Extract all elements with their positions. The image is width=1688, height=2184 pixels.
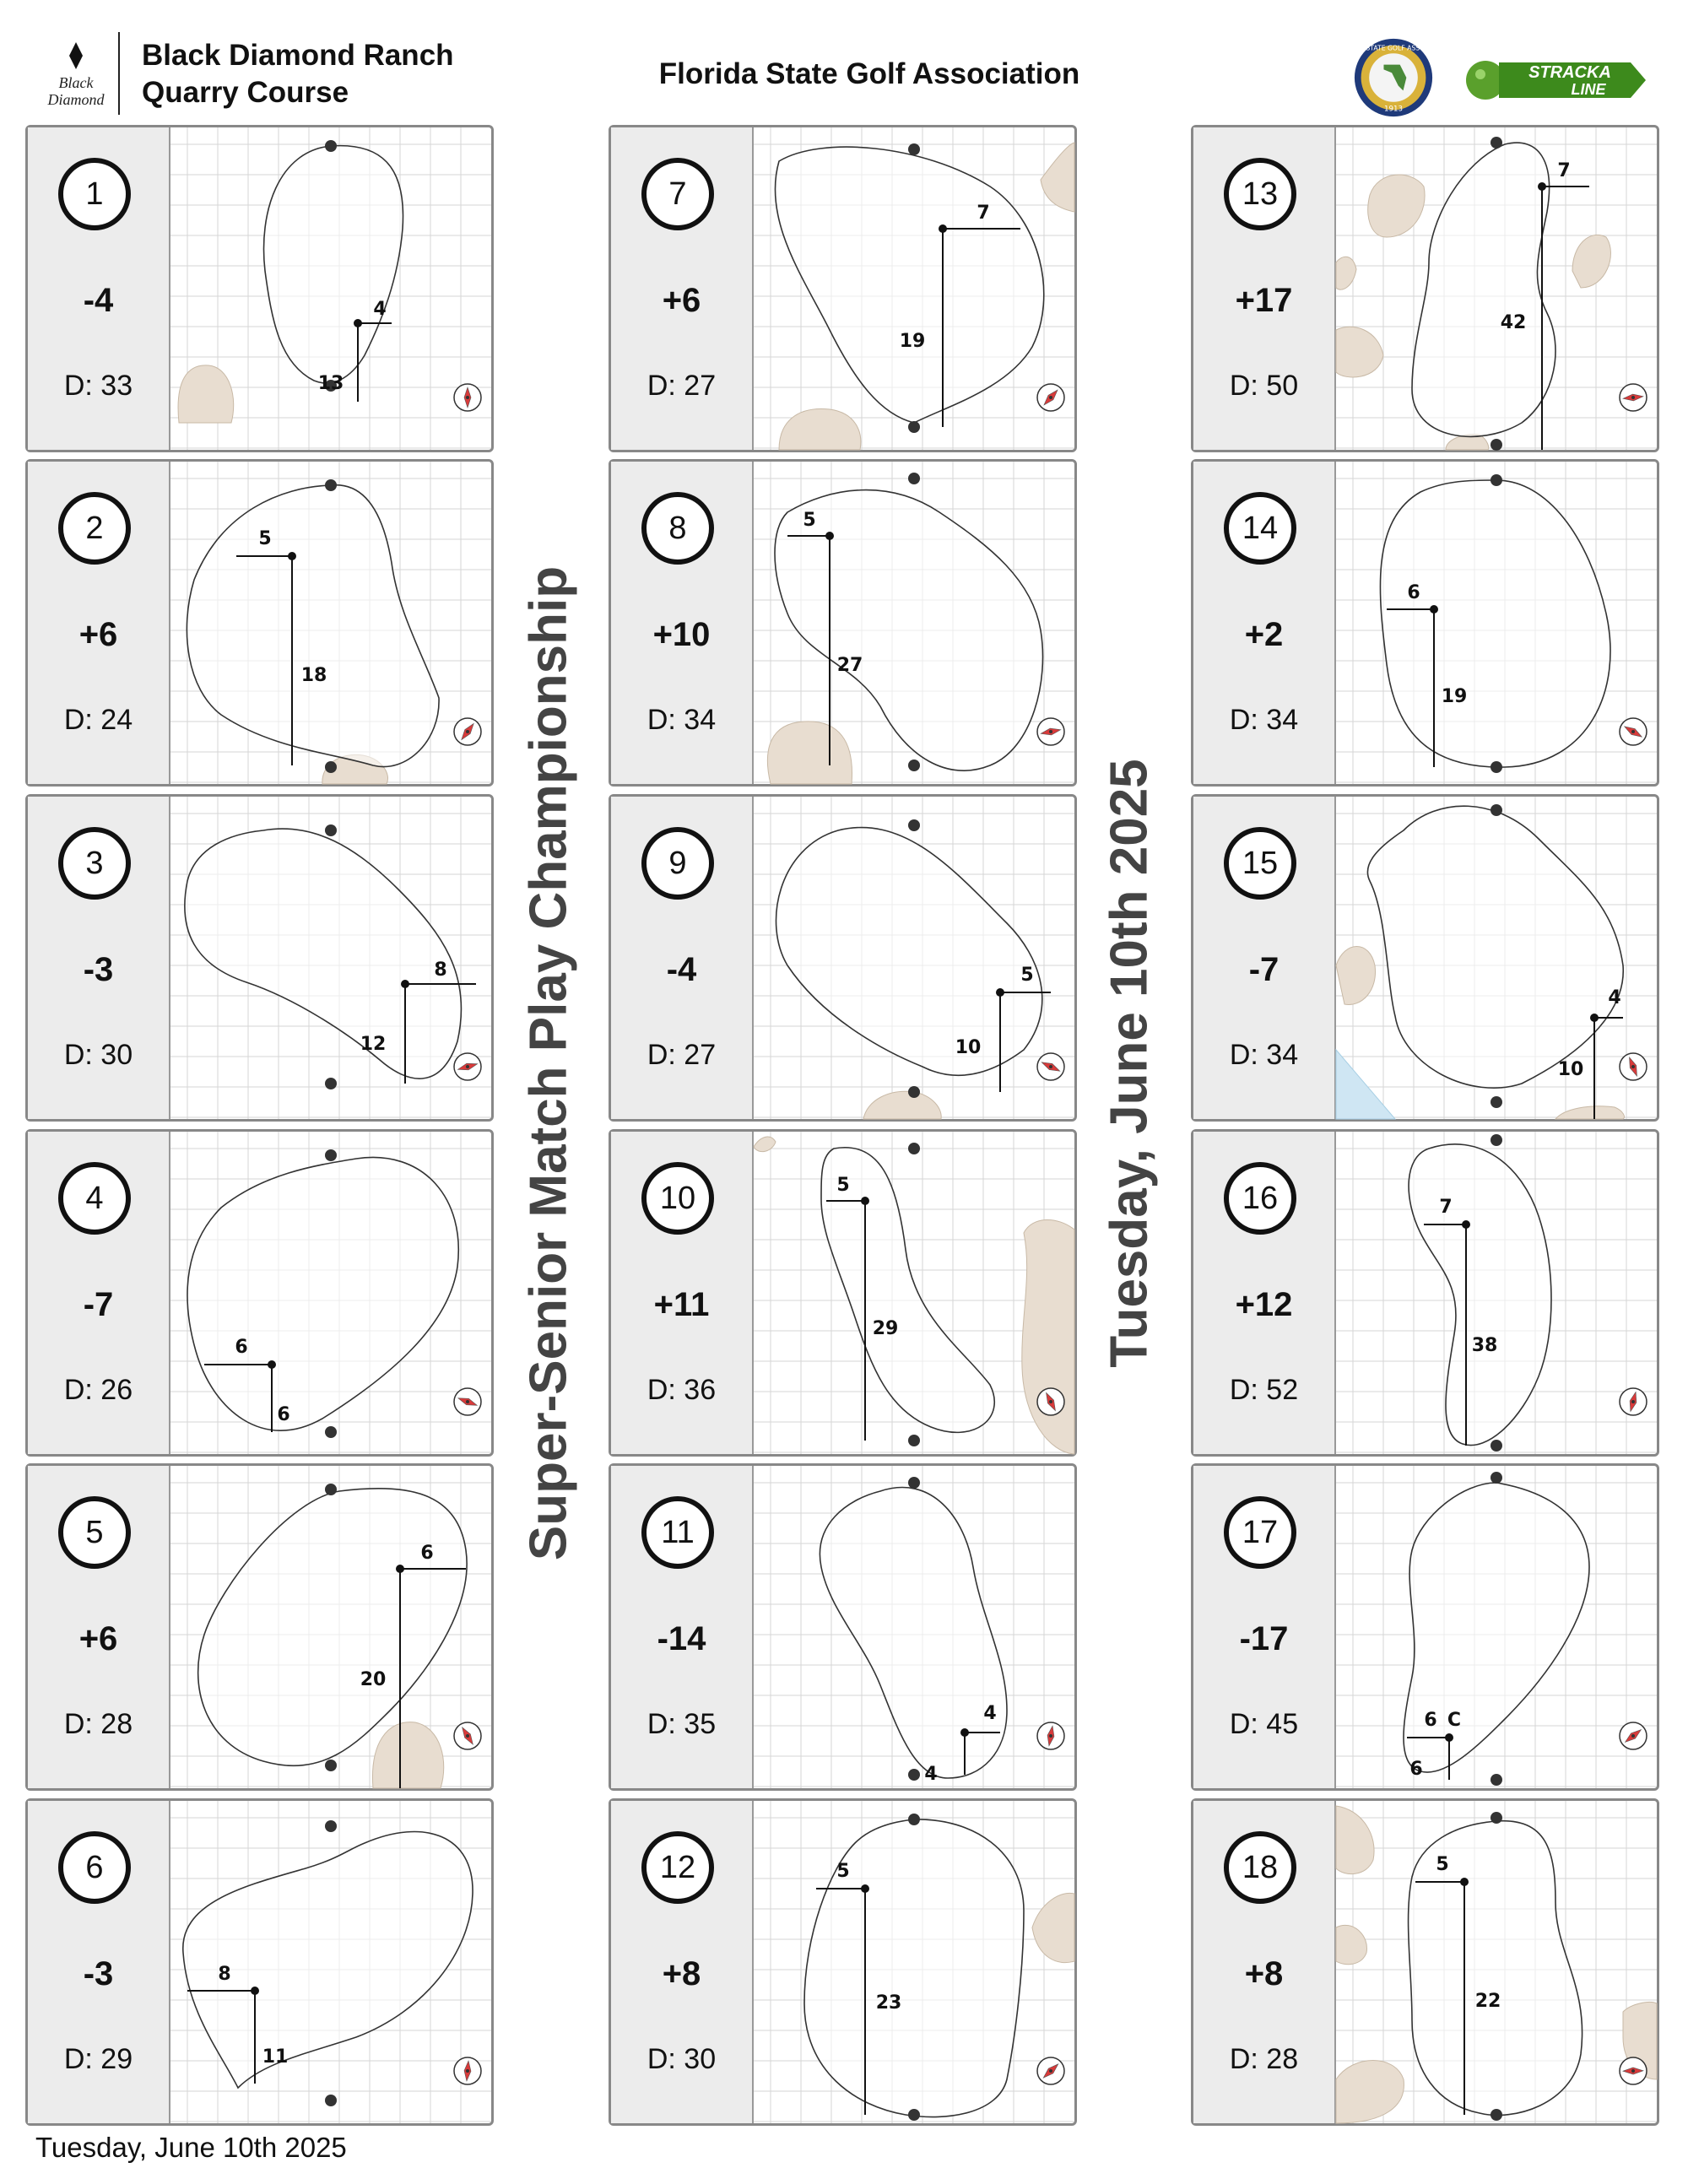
back-marker — [908, 473, 920, 484]
green-depth: D: 30 — [647, 2043, 717, 2075]
depth-distance-label: 19 — [1441, 686, 1468, 707]
pin-location — [1445, 1733, 1453, 1742]
front-marker — [1491, 2109, 1502, 2121]
green-depth: D: 50 — [1229, 370, 1299, 402]
pin-offset: +6 — [78, 616, 118, 653]
side-distance-label: 5 — [1020, 965, 1034, 986]
hole-card — [609, 459, 1077, 787]
hole-info-panel — [611, 127, 754, 450]
hole-info-panel — [28, 462, 170, 784]
green-diagram — [170, 1801, 491, 2123]
hole-number: 18 — [1224, 1831, 1296, 1904]
side-distance-label: 7 — [977, 203, 990, 224]
hole-info-panel — [1193, 1132, 1336, 1454]
side-distance-label: 5 — [836, 1861, 850, 1882]
green-diagram — [754, 1801, 1074, 2123]
hole-card — [25, 1129, 494, 1457]
side-distance-label: 5 — [836, 1175, 850, 1196]
green-diagram — [1336, 127, 1657, 450]
front-marker — [908, 760, 920, 771]
hole-card — [609, 794, 1077, 1122]
depth-distance-label: 6 — [1409, 1759, 1423, 1780]
green-outline — [820, 1488, 1007, 1778]
hole-card — [1191, 459, 1659, 787]
pin-location — [396, 1565, 404, 1573]
pin-location — [1430, 605, 1438, 614]
green-outline — [264, 146, 403, 383]
pin-location — [996, 988, 1004, 997]
green-depth: D: 26 — [63, 1374, 133, 1406]
green-depth: D: 45 — [1229, 1708, 1299, 1740]
back-marker — [908, 819, 920, 831]
compass-icon — [454, 2057, 481, 2084]
pin-offset: -4 — [83, 282, 114, 319]
pin-location — [354, 319, 362, 327]
green-diagram — [1336, 1132, 1657, 1454]
green-depth: D: 30 — [63, 1039, 133, 1071]
depth-distance-label: 27 — [836, 655, 863, 676]
pin-location — [1538, 182, 1546, 191]
side-distance-label: 6 — [1424, 1710, 1437, 1731]
compass-icon — [454, 1053, 481, 1080]
hole-number: 7 — [641, 158, 714, 230]
green-depth: D: 28 — [1229, 2043, 1299, 2075]
hole-number: 1 — [58, 158, 131, 230]
back-marker — [325, 1484, 337, 1495]
back-marker — [325, 140, 337, 152]
pin-offset: -7 — [83, 1286, 114, 1323]
green-outline — [776, 828, 1042, 1076]
pin-location — [1590, 1014, 1599, 1022]
compass-icon — [1037, 718, 1064, 745]
pin-offset: +17 — [1235, 282, 1293, 319]
green-diagram — [1336, 797, 1657, 1119]
green-diagram — [170, 1132, 491, 1454]
hole-info-panel — [1193, 797, 1336, 1119]
green-depth: D: 33 — [63, 370, 133, 402]
side-distance-label: 4 — [373, 299, 387, 320]
hole-card — [609, 1798, 1077, 2126]
side-distance-label: 5 — [803, 510, 816, 531]
hole-card — [25, 1463, 494, 1791]
compass-icon — [1620, 1722, 1647, 1749]
front-marker — [1491, 761, 1502, 773]
green-diagram — [1336, 1801, 1657, 2123]
front-marker — [325, 1078, 337, 1089]
course-name-line2: Quarry Course — [142, 76, 349, 109]
compass-icon — [1620, 1053, 1647, 1080]
hole-number: 3 — [58, 827, 131, 900]
back-marker — [908, 1477, 920, 1489]
header-divider — [118, 32, 120, 115]
fsga-logo-text: FLORIDA STATE GOLF ASSOCIATION — [1335, 44, 1452, 52]
pin-offset: -3 — [83, 1955, 114, 1992]
back-marker — [1491, 804, 1502, 816]
green-outline — [1409, 1144, 1551, 1446]
bunker — [754, 1137, 776, 1152]
bunker — [863, 1091, 941, 1119]
green-diagram — [170, 1466, 491, 1788]
pin-offset: +10 — [652, 616, 711, 653]
pin-offset: +11 — [653, 1286, 710, 1323]
hole-number: 9 — [641, 827, 714, 900]
hole-number: 5 — [58, 1496, 131, 1569]
back-marker — [1491, 1134, 1502, 1146]
compass-icon — [1620, 2057, 1647, 2084]
bunker — [1368, 175, 1425, 237]
front-marker — [325, 1760, 337, 1771]
depth-distance-label: 4 — [924, 1764, 938, 1785]
green-outline — [1412, 143, 1555, 436]
compass-icon — [454, 1388, 481, 1415]
depth-distance-label: 38 — [1471, 1335, 1498, 1356]
hole-card — [25, 1798, 494, 2126]
front-marker — [908, 1086, 920, 1098]
depth-distance-label: 10 — [955, 1037, 982, 1058]
side-distance-label: 5 — [258, 528, 272, 549]
hole-card — [1191, 125, 1659, 452]
hole-number: 17 — [1224, 1496, 1296, 1569]
side-distance-label: 5 — [1436, 1854, 1449, 1875]
bunker — [779, 408, 861, 450]
back-marker — [1491, 474, 1502, 486]
green-diagram — [170, 462, 491, 784]
bunker — [1336, 327, 1383, 377]
pin-location — [960, 1728, 969, 1737]
pin-location — [268, 1360, 276, 1369]
pin-location — [861, 1884, 869, 1893]
pin-location — [288, 552, 296, 560]
front-marker — [1491, 1440, 1502, 1451]
front-marker — [325, 761, 337, 773]
green-depth: D: 52 — [1229, 1374, 1299, 1406]
front-marker — [908, 421, 920, 433]
pin-location — [401, 980, 409, 988]
compass-icon — [454, 1722, 481, 1749]
compass-icon — [1620, 1388, 1647, 1415]
logo-text-line1: Black — [58, 74, 94, 91]
green-diagram — [170, 797, 491, 1119]
hole-info-panel — [28, 797, 170, 1119]
hole-card — [609, 125, 1077, 452]
fsga-seal-logo — [1335, 37, 1452, 118]
compass-icon — [1037, 1053, 1064, 1080]
hole-card — [1191, 794, 1659, 1122]
green-depth: D: 29 — [63, 2043, 133, 2075]
stracka-line-logo — [1462, 54, 1649, 106]
green-diagram — [754, 1466, 1074, 1788]
depth-distance-label: 13 — [317, 373, 344, 394]
hole-card — [1191, 1798, 1659, 2126]
water-hazard — [1336, 1050, 1395, 1119]
bunker — [1022, 1219, 1074, 1454]
hole-info-panel — [28, 1801, 170, 2123]
hole-info-panel — [1193, 1466, 1336, 1788]
hole-info-panel — [1193, 462, 1336, 784]
green-diagram — [754, 127, 1074, 450]
stracka-text-2: LINE — [1571, 81, 1606, 98]
green-diagram — [754, 797, 1074, 1119]
hole-info-panel — [28, 1132, 170, 1454]
hole-card — [25, 794, 494, 1122]
hole-info-panel — [611, 1466, 754, 1788]
green-diagram — [1336, 462, 1657, 784]
front-marker — [325, 1426, 337, 1438]
side-distance-label: 6 — [235, 1337, 248, 1358]
compass-icon — [1037, 2057, 1064, 2084]
side-distance-label: 8 — [434, 960, 447, 981]
pin-location — [861, 1197, 869, 1205]
hole-info-panel — [1193, 127, 1336, 450]
hole-number: 12 — [641, 1831, 714, 1904]
front-marker — [1491, 1774, 1502, 1786]
green-depth: D: 28 — [63, 1708, 133, 1740]
hole-info-panel — [611, 797, 754, 1119]
pin-location — [1460, 1878, 1469, 1886]
front-marker — [908, 2109, 920, 2121]
bunker — [767, 722, 852, 784]
pin-location — [939, 224, 947, 233]
green-outline — [183, 1832, 473, 2089]
stracka-text-1: STRACKA — [1528, 63, 1611, 82]
hole-number: 10 — [641, 1162, 714, 1235]
green-depth: D: 35 — [647, 1708, 717, 1740]
pin-offset: +8 — [1244, 1955, 1284, 1992]
pin-offset: -3 — [83, 951, 114, 988]
hole-info-panel — [1193, 1801, 1336, 2123]
depth-distance-label: 10 — [1557, 1059, 1584, 1080]
back-marker — [1491, 1812, 1502, 1824]
event-date: Tuesday, June 10th 2025 — [1100, 759, 1159, 1368]
hole-card — [609, 1463, 1077, 1791]
pin-offset: +8 — [662, 1955, 701, 1992]
hole-number: 16 — [1224, 1162, 1296, 1235]
compass-icon — [1037, 1388, 1064, 1415]
green-depth: D: 34 — [647, 704, 717, 736]
depth-distance-label: 6 — [277, 1404, 290, 1425]
black-diamond-logo — [34, 32, 118, 116]
green-diagram — [1336, 1466, 1657, 1788]
green-depth: D: 34 — [1229, 704, 1299, 736]
hole-info-panel — [28, 1466, 170, 1788]
green-outline — [185, 829, 462, 1078]
compass-icon — [454, 384, 481, 411]
header — [0, 0, 1688, 122]
front-marker — [325, 2095, 337, 2106]
green-depth: D: 36 — [647, 1374, 717, 1406]
green-outline — [1380, 480, 1610, 767]
side-distance-label: 7 — [1557, 160, 1571, 181]
front-marker — [908, 1769, 920, 1781]
green-outline — [775, 147, 1043, 423]
bunker — [1336, 2061, 1404, 2124]
compass-icon — [454, 718, 481, 745]
bunker — [1032, 1893, 1074, 1962]
green-outline — [1367, 806, 1623, 1088]
depth-distance-label: 20 — [360, 1669, 387, 1690]
hole-number: 2 — [58, 492, 131, 565]
green-depth: D: 24 — [63, 704, 133, 736]
logo-text-line2: Diamond — [47, 91, 105, 108]
compass-icon — [1037, 1722, 1064, 1749]
bunker — [1336, 1925, 1367, 1964]
depth-distance-label: 22 — [1474, 1991, 1501, 2012]
bunker — [1572, 235, 1610, 288]
compass-icon — [1620, 384, 1647, 411]
compass-icon — [1620, 718, 1647, 745]
depth-distance-label: 12 — [360, 1034, 387, 1055]
pin-offset: -17 — [1239, 1620, 1289, 1657]
back-marker — [325, 1820, 337, 1832]
hole-number: 6 — [58, 1831, 131, 1904]
hole-number: 4 — [58, 1162, 131, 1235]
hole-card — [25, 459, 494, 787]
depth-distance-label: 11 — [262, 2046, 289, 2068]
fsga-year: 1913 — [1384, 105, 1403, 114]
hole-info-panel — [611, 1132, 754, 1454]
depth-distance-label: 29 — [872, 1318, 899, 1339]
green-diagram — [754, 462, 1074, 784]
back-marker — [1491, 137, 1502, 149]
green-depth: D: 27 — [647, 370, 717, 402]
hole-card — [1191, 1463, 1659, 1791]
green-depth: D: 27 — [647, 1039, 717, 1071]
back-marker — [908, 143, 920, 155]
pin-offset: -14 — [657, 1620, 706, 1657]
depth-distance-label: 19 — [899, 331, 926, 352]
pin-offset: -7 — [1248, 951, 1280, 988]
side-distance-label: 8 — [218, 1964, 231, 1985]
side-distance-label: 7 — [1439, 1197, 1453, 1218]
course-name-line1: Black Diamond Ranch — [142, 39, 454, 72]
front-marker — [1491, 1096, 1502, 1108]
back-marker — [908, 1814, 920, 1825]
hole-number: 8 — [641, 492, 714, 565]
pin-offset: +12 — [1235, 1286, 1293, 1323]
depth-distance-label: 18 — [300, 665, 327, 686]
green-outline — [187, 485, 439, 767]
compass-icon — [1037, 384, 1064, 411]
hole-number: 11 — [641, 1496, 714, 1569]
green-diagram — [754, 1132, 1074, 1454]
hole-card — [25, 125, 494, 452]
green-outline — [187, 1157, 458, 1430]
depth-distance-label: 42 — [1500, 312, 1527, 333]
depth-distance-label: 23 — [875, 1992, 902, 2014]
pin-offset: +6 — [662, 282, 701, 319]
bunker — [1041, 143, 1074, 212]
back-marker — [1491, 1472, 1502, 1484]
bunker — [178, 365, 234, 423]
pin-location — [1462, 1220, 1470, 1229]
side-distance-label: 4 — [983, 1703, 997, 1724]
hole-card — [1191, 1129, 1659, 1457]
bunker — [1336, 1806, 1374, 1874]
green-diagram — [170, 127, 491, 450]
center-label: C — [1447, 1710, 1462, 1731]
green-outline — [198, 1489, 467, 1766]
side-distance-label: 4 — [1608, 987, 1621, 1008]
side-distance-label: 6 — [1407, 582, 1420, 603]
side-distance-label: 6 — [420, 1543, 434, 1564]
bunker — [372, 1722, 443, 1788]
pin-offset: -4 — [666, 951, 697, 988]
back-marker — [908, 1143, 920, 1154]
front-marker — [908, 1435, 920, 1446]
pin-offset: +6 — [78, 1620, 118, 1657]
back-marker — [325, 1149, 337, 1161]
footer-date: Tuesday, June 10th 2025 — [35, 2132, 347, 2163]
hole-card — [609, 1129, 1077, 1457]
back-marker — [325, 824, 337, 836]
association-name: Florida State Golf Association — [658, 57, 1080, 90]
pin-location — [251, 1987, 259, 1995]
hole-number: 13 — [1224, 158, 1296, 230]
pin-location — [825, 532, 834, 540]
hole-info-panel — [611, 462, 754, 784]
event-title: Super-Senior Match Play Championship — [519, 565, 578, 1561]
pin-offset: +2 — [1244, 616, 1284, 653]
back-marker — [325, 479, 337, 491]
hole-info-panel — [28, 127, 170, 450]
green-outline — [1409, 1821, 1582, 2116]
green-depth: D: 34 — [1229, 1039, 1299, 1071]
front-marker — [1491, 439, 1502, 451]
hole-number: 14 — [1224, 492, 1296, 565]
hole-number: 15 — [1224, 827, 1296, 900]
course-name — [142, 37, 454, 111]
hole-info-panel — [611, 1801, 754, 2123]
